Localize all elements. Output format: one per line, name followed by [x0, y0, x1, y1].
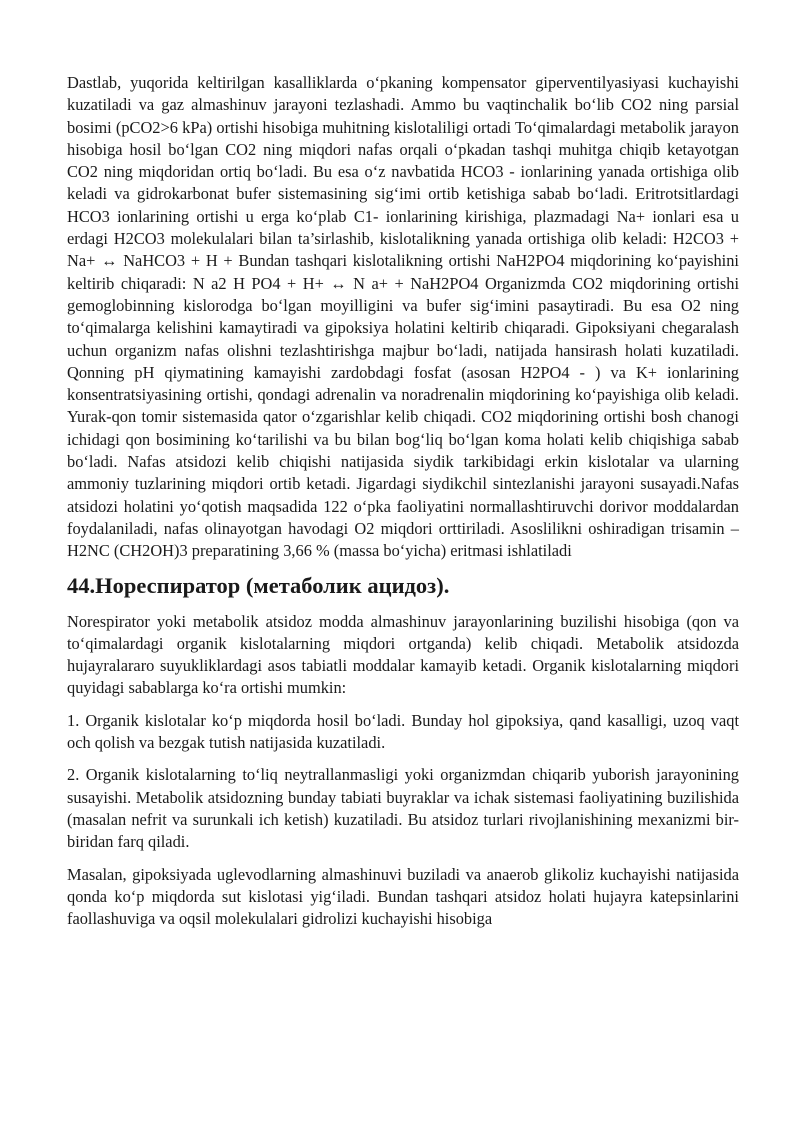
paragraph-example: Masalan, gipoksiyada uglevodlarning almashinuvi buziladi va anaerob glikoliz kuchayishi natijasida qonda ko‘p miqdorda sut kislotasi yig‘iladi. Bundan tashqari atsidoz holati hujayra katepsinlarini faollashuviga va oqsil molekulalari gidrolizi kuchayishi hisobiga	[67, 864, 739, 929]
paragraph-metabolic-acidosis: Norespirator yoki metabolik atsidoz modda almashinuv jarayonlarining buzilishi hisobiga (qon va to‘qimalardagi organik kislotalarning miqdori ortganda) kelib chiqadi. Metabolik atsidozda hujayralararo suyukliklardagi asos tabiatli moddalar kamayib ketadi. Organik kislotalarning miqdori quyidagi sabablarga ko‘ra ortishi mumkin:	[67, 611, 739, 698]
paragraph-cause-2: 2. Organik kislotalarning to‘liq neytrallanmasligi yoki organizmdan chiqarib yuborish jarayonining susayishi. Metabolik atsidozning bunday tabiati buyraklar va ichak sistemasi faoliyatining buzilishida (masalan nefrit va surunkali ich ketish) kuzatiladi. Bu atsidoz turlari rivojlanishining mexanizmi bir-biridan farq qiladi.	[67, 765, 739, 852]
section-heading: 44.Нореспиратор (метаболик ацидоз).	[67, 572, 450, 598]
paragraph-cause-1: 1. Organik kislotalar ko‘p miqdorda hosil bo‘ladi. Bunday hol gipoksiya, qand kasalligi, uzoq vaqt och qolish va bezgak tutish natijasida kuzatiladi.	[67, 710, 739, 753]
intro-paragraph: Dastlab, yuqorida keltirilgan kasalliklarda o‘pkaning kompensator giperventilyasiyasi kuchayishi kuzatiladi va gaz almashinuv jarayoni tezlashadi. Ammo bu vaqtinchalik bo‘lib CO2 ning parsial bosimi (pCO2>6 kPa) ortishi hisobiga muhitning kislotaliligi ortadi To‘qimalardagi metabolik jarayon hisobiga hosil bo‘lgan CO2 ning miqdori nafas orqali o‘pkadan tashqi muhitga chiqib ketayotgan CO2 ning miqdoridan ortiq bo‘ladi. Bu esa o‘z navbatida HCO3 - ionlarining yanada ortishiga olib keladi va gidrokarbonat bufer sistemasining sig‘imi ortib ketishiga sabab bo‘ladi. Eritrotsitlardagi HCO3 ionlarining ortishi u erga ko‘plab C1- ionlarining kirishiga, plazmadagi Na+ ionlari esa u erdagi H2CO3 molekulalari bilan ta’sirlashib, kislotalikning yanada ortishiga olib keladi: H2CO3 + Na+ ↔ NaHCO3 + H + Bundan tashqari kislotalikning ortishi NaH2PO4 miqdorining ko‘payishini keltirib chiqaradi: N a2 H PO4 + H+ ↔ N a+ + NaH2PO4 Organizmda CO2 miqdorining ortishi gemoglobinning kislorodga bo‘lgan moyilligini va bufer sig‘imini pasaytiradi. Bu esa O2 ning to‘qimalarga kelishini kamaytiradi va gipoksiya holatini keltirib chiqaradi. Gipoksiyani chegaralash uchun organizm nafas olishni tezlashtirishga majbur bo‘ladi, natijada hansirash holati kuzatiladi. Qonning pH qiymatining kamayishi zardobdagi fosfat (asosan H2PO4 - ) va K+ ionlarining konsentratsiyasining ortishi, qondagi adrenalin va noradrenalin miqdorining ko‘payishiga olib keladi. Yurak-qon tomir sistemasida qator o‘zgarishlar kelib chiqadi. CO2 miqdorining ortishi bosh chanogi ichidagi qon bosimining ko‘tarilishi va bu bilan bog‘liq bo‘lgan koma holati kelib chiqishiga sabab bo‘ladi. Nafas atsidozi kelib chiqishi natijasida siydik tarkibidagi erkin kislotalar va ularning ammoniy tuzlarining miqdori ortib ketadi. Jigardagi siydikchil sintezlanishi jarayoni susayadi.Nafas atsidozi holatini yo‘qotish maqsadida 122 o‘pka faoliyatini normallashtiruvchi dorivor moddalardan foydalaniladi, nafas olinayotgan havodagi O2 miqdori orttiriladi. Asoslilikni oshiradigan trisamin – H2NC (CH2OH)3 preparatining 3,66 % (massa bo‘yicha) eritmasi ishlatiladi	[67, 73, 739, 561]
document-page	[67, 72, 739, 930]
